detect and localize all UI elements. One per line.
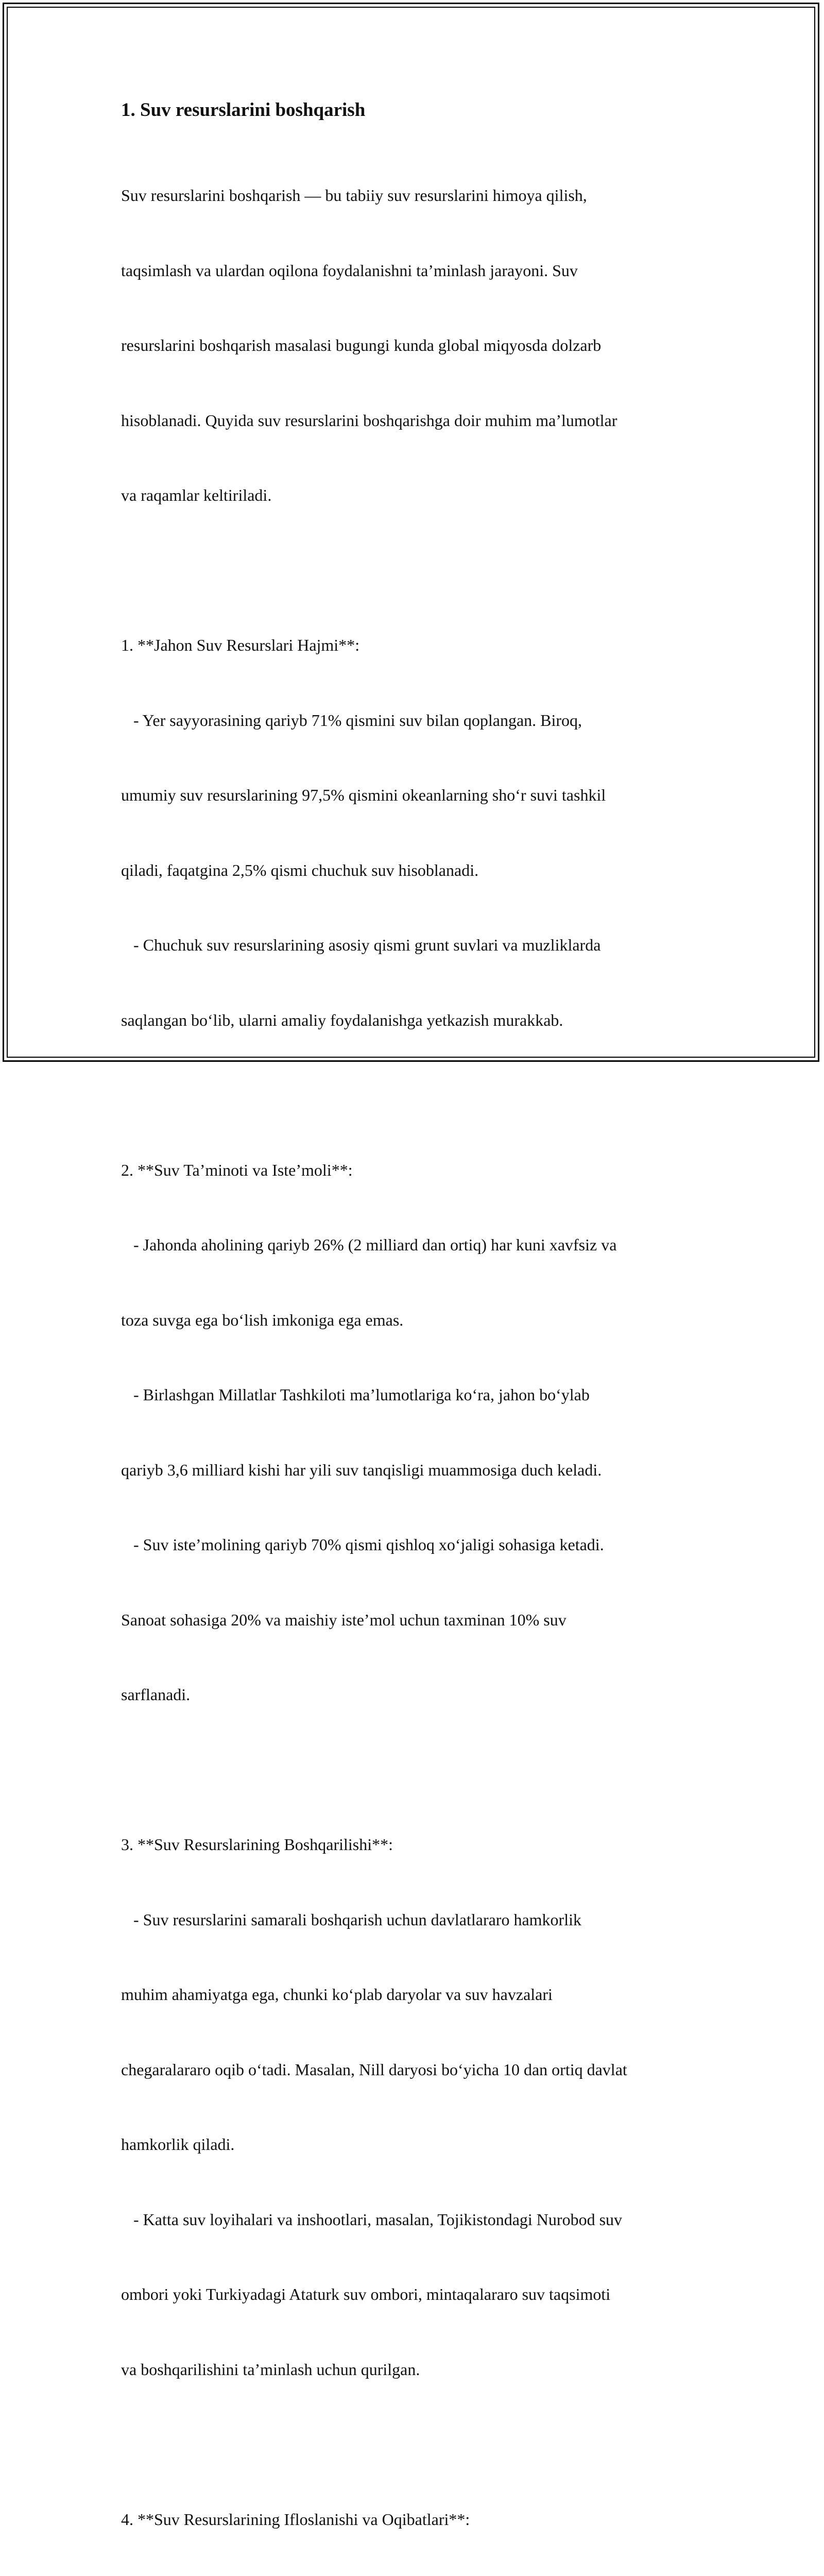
section-heading: 1. **Jahon Suv Resurslari Hajmi**: bbox=[121, 636, 360, 654]
text-line: toza suvga ega bo‘lish imkoniga ega emas. bbox=[121, 1310, 404, 1329]
text-line: - Chuchuk suv resurslarining asosiy qismi grunt suvlari va muzliklarda bbox=[121, 936, 601, 954]
text-line: chegaralararo oqib o‘tadi. Masalan, Nill daryosi bo‘yicha 10 dan ortiq davlat bbox=[121, 2060, 627, 2079]
blank-line bbox=[121, 2432, 718, 2457]
document-title: 1. Suv resurslarini boshqarish bbox=[121, 99, 366, 121]
text-line: - Suv iste’molining qariyb 70% qismi qishloq xo‘jaligi sohasiga ketadi. bbox=[121, 1535, 604, 1554]
text-line: muhim ahamiyatga ega, chunki ko‘plab daryolar va suv havzalari bbox=[121, 1985, 553, 2004]
section-heading: 3. **Suv Resurslarining Boshqarilishi**: bbox=[121, 1835, 393, 1854]
text-line: qariyb 3,6 milliard kishi har yili suv tanqisligi muammosiga duch keladi. bbox=[121, 1460, 602, 1479]
text-line: ombori yoki Turkiyadagi Ataturk suv ombori, mintaqalararo suv taqsimoti bbox=[121, 2285, 611, 2303]
text-line: saqlangan bo‘lib, ularni amaliy foydalanishga yetkazish murakkab. bbox=[121, 1010, 563, 1029]
text-line: resurslarini boshqarish masalasi bugungi kunda global miqyosda dolzarb bbox=[121, 336, 602, 354]
document-body bbox=[121, 133, 718, 2576]
text-line: Suv resurslarini boshqarish — bu tabiiy suv resurslarini himoya qilish, bbox=[121, 186, 587, 205]
section-heading: 2. **Suv Ta’minoti va Iste’moli**: bbox=[121, 1160, 353, 1179]
text-line: sarflanadi. bbox=[121, 1685, 191, 1704]
text-line: - Jahonda aholining qariyb 26% (2 milliard dan ortiq) har kuni xavfsiz va bbox=[121, 1235, 617, 1254]
text-line: - Birlashgan Millatlar Tashkiloti ma’lumotlariga ko‘ra, jahon bo‘ylab bbox=[121, 1385, 590, 1404]
text-line: umumiy suv resurslarining 97,5% qismini okeanlarning sho‘r suvi tashkil bbox=[121, 786, 606, 804]
blank-line bbox=[121, 558, 718, 583]
text-line: Sanoat sohasiga 20% va maishiy iste’mol uchun taxminan 10% suv bbox=[121, 1610, 566, 1629]
text-line: qiladi, faqatgina 2,5% qismi chuchuk suv hisoblanadi. bbox=[121, 860, 479, 879]
document-page bbox=[121, 96, 718, 2576]
text-line: va raqamlar keltiriladi. bbox=[121, 486, 272, 504]
text-line: hisoblanadi. Quyida suv resurslarini boshqarishga doir muhim ma’lumotlar bbox=[121, 411, 617, 430]
blank-line bbox=[121, 1757, 718, 1783]
blank-line bbox=[121, 1082, 718, 1108]
text-line: - Suv resurslarini samarali boshqarish uchun davlatlararo hamkorlik bbox=[121, 1910, 581, 1929]
text-line: - Yer sayyorasining qariyb 71% qismini suv bilan qoplangan. Biroq, bbox=[121, 710, 582, 730]
text-line: taqsimlash va ulardan oqilona foydalanishni ta’minlash jarayoni. Suv bbox=[121, 261, 578, 280]
section-heading: 4. **Suv Resurslarining Ifloslanishi va Oqibatlari**: bbox=[121, 2510, 470, 2529]
text-line: hamkorlik qiladi. bbox=[121, 2135, 235, 2154]
text-line: va boshqarilishini ta’minlash uchun qurilgan. bbox=[121, 2360, 420, 2379]
text-line: - Katta suv loyihalari va inshootlari, masalan, Tojikistondagi Nurobod suv bbox=[121, 2210, 623, 2229]
